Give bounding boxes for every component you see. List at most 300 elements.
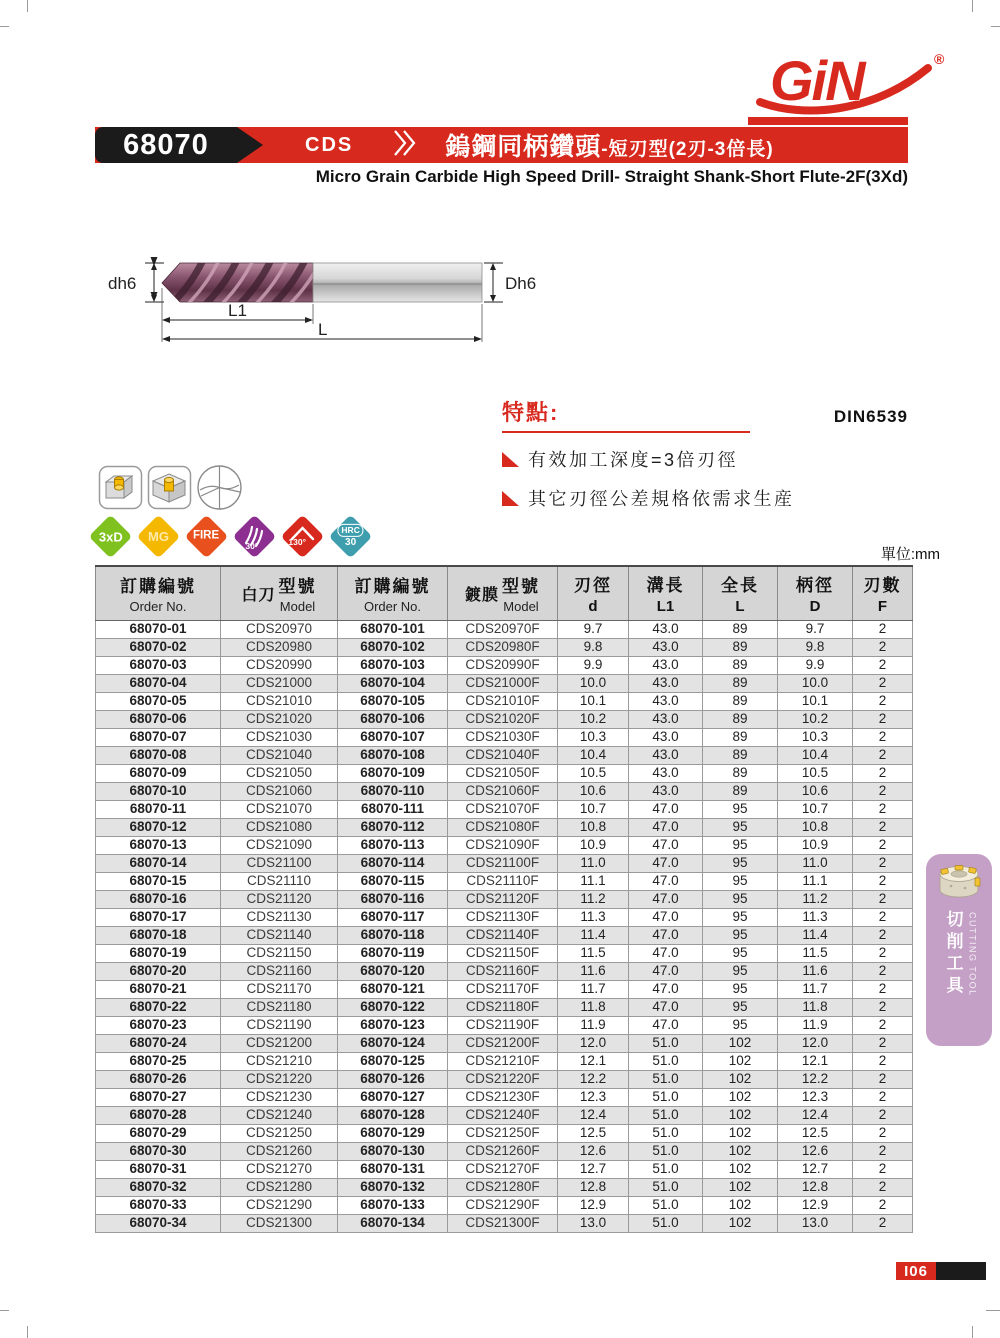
cell-uncoated-model: CDS21200 — [221, 1034, 338, 1052]
cell-flute-length-l1: 47.0 — [629, 944, 703, 962]
cell-shank-diameter-d: 10.1 — [778, 692, 853, 710]
cell-coated-order-no: 68070-125 — [338, 1052, 448, 1070]
cell-shank-diameter-d: 10.2 — [778, 710, 853, 728]
cell-order-no: 68070-25 — [96, 1052, 221, 1070]
cell-uncoated-model: CDS21230 — [221, 1088, 338, 1106]
table-row — [96, 962, 913, 980]
cell-coated-order-no: 68070-113 — [338, 836, 448, 854]
cell-order-no: 68070-23 — [96, 1016, 221, 1034]
cell-overall-length-l: 95 — [703, 1016, 778, 1034]
cell-order-no: 68070-33 — [96, 1196, 221, 1214]
cell-shank-diameter-d: 10.0 — [778, 674, 853, 692]
feature-text: 其它刃徑公差規格依需求生産 — [528, 489, 795, 509]
cell-flute-length-l1: 43.0 — [629, 710, 703, 728]
cell-uncoated-model: CDS21050 — [221, 764, 338, 782]
cell-overall-length-l: 95 — [703, 962, 778, 980]
cell-uncoated-model: CDS21180 — [221, 998, 338, 1016]
crop-mark — [991, 26, 1000, 27]
cell-overall-length-l: 102 — [703, 1214, 778, 1232]
cell-flute-count-f: 2 — [853, 1214, 913, 1232]
cell-flute-count-f: 2 — [853, 872, 913, 890]
cell-flute-length-l1: 43.0 — [629, 656, 703, 674]
triangle-bullet-icon — [502, 452, 519, 467]
cell-flute-length-l1: 51.0 — [629, 1178, 703, 1196]
through-hole-application-icon — [98, 465, 143, 510]
cell-coated-order-no: 68070-126 — [338, 1070, 448, 1088]
cell-overall-length-l: 102 — [703, 1088, 778, 1106]
cell-flute-count-f: 2 — [853, 1034, 913, 1052]
cell-flute-count-f: 2 — [853, 890, 913, 908]
product-code-box — [95, 127, 237, 163]
cell-coated-order-no: 68070-121 — [338, 980, 448, 998]
cell-flute-length-l1: 51.0 — [629, 1142, 703, 1160]
cell-diameter-d: 11.4 — [558, 926, 629, 944]
cell-overall-length-l: 102 — [703, 1034, 778, 1052]
product-code: 68070 — [123, 128, 209, 161]
cell-order-no: 68070-08 — [96, 746, 221, 764]
cell-diameter-d: 11.9 — [558, 1016, 629, 1034]
table-row — [96, 1052, 913, 1070]
cell-overall-length-l: 89 — [703, 746, 778, 764]
cell-overall-length-l: 102 — [703, 1142, 778, 1160]
badge-point-angle-130 — [281, 515, 325, 559]
cell-overall-length-l: 102 — [703, 1160, 778, 1178]
cell-shank-diameter-d: 10.8 — [778, 818, 853, 836]
cell-flute-length-l1: 47.0 — [629, 998, 703, 1016]
cell-coated-order-no: 68070-120 — [338, 962, 448, 980]
cell-overall-length-l: 102 — [703, 1124, 778, 1142]
table-row — [96, 620, 913, 638]
badge-label: MG — [148, 528, 169, 544]
cell-flute-count-f: 2 — [853, 620, 913, 638]
cell-uncoated-model: CDS21010 — [221, 692, 338, 710]
cell-overall-length-l: 95 — [703, 944, 778, 962]
series-label: CDS — [305, 133, 354, 156]
table-row — [96, 908, 913, 926]
cell-overall-length-l: 95 — [703, 872, 778, 890]
cell-flute-length-l1: 47.0 — [629, 926, 703, 944]
table-row — [96, 764, 913, 782]
cell-uncoated-model: CDS21040 — [221, 746, 338, 764]
cell-flute-count-f: 2 — [853, 800, 913, 818]
cell-flute-length-l1: 51.0 — [629, 1034, 703, 1052]
feature-item — [502, 446, 908, 472]
cell-flute-count-f: 2 — [853, 1160, 913, 1178]
product-banner — [95, 127, 908, 163]
cell-flute-length-l1: 47.0 — [629, 836, 703, 854]
cell-flute-length-l1: 43.0 — [629, 620, 703, 638]
col-header-overall-length: 全長 L — [703, 566, 778, 620]
cell-order-no: 68070-34 — [96, 1214, 221, 1232]
cell-coated-order-no: 68070-131 — [338, 1160, 448, 1178]
attribute-badges — [95, 518, 385, 560]
cell-overall-length-l: 95 — [703, 800, 778, 818]
badge-hrc-30 — [329, 515, 373, 559]
triangle-bullet-icon — [502, 491, 519, 506]
cell-overall-length-l: 89 — [703, 692, 778, 710]
cell-shank-diameter-d: 12.7 — [778, 1160, 853, 1178]
cell-diameter-d: 11.6 — [558, 962, 629, 980]
cell-shank-diameter-d: 11.9 — [778, 1016, 853, 1034]
side-tab-label-en: CUTTING TOOL — [967, 912, 978, 997]
cell-flute-length-l1: 43.0 — [629, 692, 703, 710]
table-row — [96, 1016, 913, 1034]
cell-coated-order-no: 68070-112 — [338, 818, 448, 836]
cell-flute-length-l1: 51.0 — [629, 1214, 703, 1232]
table-row — [96, 890, 913, 908]
cell-shank-diameter-d: 12.9 — [778, 1196, 853, 1214]
cell-order-no: 68070-17 — [96, 908, 221, 926]
cell-uncoated-model: CDS21130 — [221, 908, 338, 926]
cell-overall-length-l: 95 — [703, 836, 778, 854]
table-row — [96, 998, 913, 1016]
cell-overall-length-l: 89 — [703, 656, 778, 674]
footer-page-mark — [896, 1262, 986, 1280]
cell-order-no: 68070-16 — [96, 890, 221, 908]
cell-coated-model: CDS21190F — [448, 1016, 558, 1034]
cell-overall-length-l: 89 — [703, 764, 778, 782]
cell-uncoated-model: CDS21170 — [221, 980, 338, 998]
table-row — [96, 872, 913, 890]
cell-flute-length-l1: 43.0 — [629, 782, 703, 800]
badge-label: FIRE — [193, 529, 220, 542]
feature-item — [502, 485, 908, 511]
cell-overall-length-l: 102 — [703, 1106, 778, 1124]
feature-text: 有效加工深度=3倍刃徑 — [528, 450, 739, 470]
cell-order-no: 68070-05 — [96, 692, 221, 710]
cell-coated-order-no: 68070-104 — [338, 674, 448, 692]
col-header-flute-length: 溝長 L1 — [629, 566, 703, 620]
cell-shank-diameter-d: 10.9 — [778, 836, 853, 854]
cell-flute-length-l1: 51.0 — [629, 1106, 703, 1124]
cell-diameter-d: 12.9 — [558, 1196, 629, 1214]
features-underline — [502, 431, 750, 433]
cell-diameter-d: 9.8 — [558, 638, 629, 656]
col-header-uncoated-model: 白刀 型號 Model — [221, 566, 338, 620]
cell-coated-order-no: 68070-107 — [338, 728, 448, 746]
cell-flute-length-l1: 47.0 — [629, 1016, 703, 1034]
cell-shank-diameter-d: 11.6 — [778, 962, 853, 980]
cell-flute-count-f: 2 — [853, 728, 913, 746]
cell-coated-order-no: 68070-109 — [338, 764, 448, 782]
cell-shank-diameter-d: 11.8 — [778, 998, 853, 1016]
dim-label-L1: L1 — [228, 301, 247, 320]
table-row — [96, 818, 913, 836]
cell-coated-order-no: 68070-130 — [338, 1142, 448, 1160]
din-standard-label: DIN6539 — [833, 407, 908, 426]
table-row — [96, 836, 913, 854]
cell-shank-diameter-d: 12.2 — [778, 1070, 853, 1088]
footer-black-bar — [936, 1262, 986, 1280]
drill-technical-drawing — [100, 246, 540, 348]
table-row — [96, 728, 913, 746]
cell-order-no: 68070-27 — [96, 1088, 221, 1106]
cell-overall-length-l: 102 — [703, 1052, 778, 1070]
cell-coated-model: CDS21130F — [448, 908, 558, 926]
cell-diameter-d: 10.2 — [558, 710, 629, 728]
cell-flute-count-f: 2 — [853, 638, 913, 656]
cell-flute-count-f: 2 — [853, 998, 913, 1016]
spec-table-body — [96, 620, 913, 1232]
cell-coated-order-no: 68070-116 — [338, 890, 448, 908]
dim-label-L: L — [318, 320, 328, 339]
cell-coated-model: CDS21220F — [448, 1070, 558, 1088]
cell-diameter-d: 10.6 — [558, 782, 629, 800]
cell-flute-count-f: 2 — [853, 944, 913, 962]
cell-coated-model: CDS21110F — [448, 872, 558, 890]
table-row — [96, 782, 913, 800]
table-row — [96, 674, 913, 692]
badge-label — [337, 524, 363, 548]
cell-diameter-d: 12.0 — [558, 1034, 629, 1052]
cell-order-no: 68070-09 — [96, 764, 221, 782]
cell-uncoated-model: CDS21210 — [221, 1052, 338, 1070]
cell-diameter-d: 10.0 — [558, 674, 629, 692]
table-row — [96, 1070, 913, 1088]
badge-helix-30 — [233, 515, 277, 559]
cell-coated-model: CDS21300F — [448, 1214, 558, 1232]
cell-uncoated-model: CDS21120 — [221, 890, 338, 908]
cell-coated-model: CDS21270F — [448, 1160, 558, 1178]
cell-flute-count-f: 2 — [853, 1052, 913, 1070]
cell-overall-length-l: 89 — [703, 710, 778, 728]
badge-fire — [185, 515, 229, 559]
cell-coated-order-no: 68070-119 — [338, 944, 448, 962]
cell-flute-count-f: 2 — [853, 1088, 913, 1106]
cell-coated-model: CDS21000F — [448, 674, 558, 692]
cell-coated-model: CDS21030F — [448, 728, 558, 746]
cell-flute-length-l1: 43.0 — [629, 674, 703, 692]
cell-overall-length-l: 95 — [703, 980, 778, 998]
badge-3xd — [89, 515, 133, 559]
cell-order-no: 68070-04 — [96, 674, 221, 692]
cell-coated-model: CDS21260F — [448, 1142, 558, 1160]
cell-diameter-d: 12.5 — [558, 1124, 629, 1142]
cell-flute-length-l1: 47.0 — [629, 890, 703, 908]
cell-diameter-d: 10.8 — [558, 818, 629, 836]
cell-diameter-d: 12.4 — [558, 1106, 629, 1124]
features-heading: 特點: — [502, 400, 560, 425]
cell-coated-model: CDS21200F — [448, 1034, 558, 1052]
cell-flute-count-f: 2 — [853, 746, 913, 764]
cell-coated-order-no: 68070-102 — [338, 638, 448, 656]
table-row — [96, 926, 913, 944]
table-row — [96, 746, 913, 764]
cell-flute-length-l1: 51.0 — [629, 1070, 703, 1088]
cell-coated-order-no: 68070-101 — [338, 620, 448, 638]
product-subtitle-en: Micro Grain Carbide High Speed Drill- Straight Shank-Short Flute-2F(3Xd) — [315, 167, 908, 186]
cell-order-no: 68070-07 — [96, 728, 221, 746]
cell-coated-model: CDS21060F — [448, 782, 558, 800]
table-header-row — [96, 566, 913, 620]
cell-order-no: 68070-02 — [96, 638, 221, 656]
cell-overall-length-l: 95 — [703, 998, 778, 1016]
cell-order-no: 68070-10 — [96, 782, 221, 800]
cell-flute-length-l1: 51.0 — [629, 1124, 703, 1142]
badge-hrc-value: 30 — [344, 537, 357, 549]
cell-shank-diameter-d: 10.5 — [778, 764, 853, 782]
cell-shank-diameter-d: 11.7 — [778, 980, 853, 998]
logo-text: GiN — [770, 49, 864, 112]
cell-flute-length-l1: 51.0 — [629, 1088, 703, 1106]
cell-flute-count-f: 2 — [853, 764, 913, 782]
badge-hrc-text: HRC — [337, 524, 363, 537]
cell-order-no: 68070-30 — [96, 1142, 221, 1160]
cell-diameter-d: 10.4 — [558, 746, 629, 764]
cell-overall-length-l: 89 — [703, 728, 778, 746]
cell-coated-model: CDS21120F — [448, 890, 558, 908]
cell-coated-model: CDS21160F — [448, 962, 558, 980]
cell-shank-diameter-d: 13.0 — [778, 1214, 853, 1232]
cell-diameter-d: 11.8 — [558, 998, 629, 1016]
cell-shank-diameter-d: 11.1 — [778, 872, 853, 890]
cell-coated-model: CDS21020F — [448, 710, 558, 728]
cell-uncoated-model: CDS21240 — [221, 1106, 338, 1124]
cell-uncoated-model: CDS21160 — [221, 962, 338, 980]
features-section — [502, 396, 908, 511]
crop-mark — [27, 1326, 28, 1338]
cell-uncoated-model: CDS21260 — [221, 1142, 338, 1160]
cell-order-no: 68070-18 — [96, 926, 221, 944]
cell-diameter-d: 11.7 — [558, 980, 629, 998]
product-title-suffix: -短刃型(2刃-3倍長) — [601, 139, 774, 160]
cell-diameter-d: 12.8 — [558, 1178, 629, 1196]
page-number: I06 — [896, 1262, 936, 1280]
cell-shank-diameter-d: 12.1 — [778, 1052, 853, 1070]
cell-shank-diameter-d: 12.8 — [778, 1178, 853, 1196]
cell-uncoated-model: CDS21300 — [221, 1214, 338, 1232]
cell-order-no: 68070-01 — [96, 620, 221, 638]
cell-uncoated-model: CDS21270 — [221, 1160, 338, 1178]
badge-mg — [137, 515, 181, 559]
cell-coated-model: CDS20990F — [448, 656, 558, 674]
cell-diameter-d: 11.3 — [558, 908, 629, 926]
cell-uncoated-model: CDS21280 — [221, 1178, 338, 1196]
cell-coated-order-no: 68070-128 — [338, 1106, 448, 1124]
cell-overall-length-l: 95 — [703, 926, 778, 944]
cell-uncoated-model: CDS21090 — [221, 836, 338, 854]
cell-coated-order-no: 68070-110 — [338, 782, 448, 800]
cell-flute-length-l1: 43.0 — [629, 728, 703, 746]
drill-point-section-icon — [196, 464, 243, 511]
cell-uncoated-model: CDS21220 — [221, 1070, 338, 1088]
cell-coated-order-no: 68070-108 — [338, 746, 448, 764]
cell-flute-count-f: 2 — [853, 1070, 913, 1088]
cell-flute-length-l1: 47.0 — [629, 962, 703, 980]
cell-coated-order-no: 68070-122 — [338, 998, 448, 1016]
chevron-right-icon — [391, 129, 419, 162]
application-icons — [98, 464, 243, 511]
cell-diameter-d: 12.1 — [558, 1052, 629, 1070]
cell-flute-count-f: 2 — [853, 908, 913, 926]
cell-order-no: 68070-06 — [96, 710, 221, 728]
unit-note: 單位:mm — [880, 546, 940, 563]
drill-shank-section — [313, 263, 482, 302]
cell-shank-diameter-d: 10.4 — [778, 746, 853, 764]
cell-coated-model: CDS21090F — [448, 836, 558, 854]
cell-flute-length-l1: 43.0 — [629, 638, 703, 656]
col-header-shank-diameter: 柄徑 D — [778, 566, 853, 620]
cell-flute-count-f: 2 — [853, 1124, 913, 1142]
cell-shank-diameter-d: 12.4 — [778, 1106, 853, 1124]
cell-diameter-d: 10.1 — [558, 692, 629, 710]
col-header-order-no-coated: 訂購編號 Order No. — [338, 566, 448, 620]
cell-order-no: 68070-15 — [96, 872, 221, 890]
cell-flute-length-l1: 51.0 — [629, 1160, 703, 1178]
cell-shank-diameter-d: 11.5 — [778, 944, 853, 962]
cell-order-no: 68070-21 — [96, 980, 221, 998]
cell-uncoated-model: CDS20990 — [221, 656, 338, 674]
table-row — [96, 1178, 913, 1196]
cell-overall-length-l: 89 — [703, 620, 778, 638]
category-side-tab[interactable] — [926, 854, 992, 1046]
cell-coated-model: CDS21100F — [448, 854, 558, 872]
cell-coated-order-no: 68070-117 — [338, 908, 448, 926]
cell-flute-count-f: 2 — [853, 1178, 913, 1196]
cell-diameter-d: 10.9 — [558, 836, 629, 854]
table-row — [96, 854, 913, 872]
cell-diameter-d: 10.5 — [558, 764, 629, 782]
cell-coated-order-no: 68070-105 — [338, 692, 448, 710]
cell-diameter-d: 11.5 — [558, 944, 629, 962]
cell-flute-count-f: 2 — [853, 782, 913, 800]
cell-coated-model: CDS20980F — [448, 638, 558, 656]
table-row — [96, 1214, 913, 1232]
cell-uncoated-model: CDS21140 — [221, 926, 338, 944]
product-title-zh — [445, 127, 773, 163]
cell-shank-diameter-d: 12.0 — [778, 1034, 853, 1052]
table-row — [96, 710, 913, 728]
cell-flute-count-f: 2 — [853, 854, 913, 872]
cell-flute-length-l1: 51.0 — [629, 1196, 703, 1214]
cell-coated-order-no: 68070-114 — [338, 854, 448, 872]
cell-diameter-d: 10.3 — [558, 728, 629, 746]
cell-order-no: 68070-20 — [96, 962, 221, 980]
dim-label-Dh6: Dh6 — [505, 274, 537, 293]
cell-flute-length-l1: 47.0 — [629, 818, 703, 836]
cell-shank-diameter-d: 12.5 — [778, 1124, 853, 1142]
cell-uncoated-model: CDS21080 — [221, 818, 338, 836]
cell-flute-count-f: 2 — [853, 962, 913, 980]
crop-mark — [972, 0, 973, 12]
table-row — [96, 980, 913, 998]
cell-coated-order-no: 68070-111 — [338, 800, 448, 818]
cell-uncoated-model: CDS21020 — [221, 710, 338, 728]
table-row — [96, 638, 913, 656]
cell-order-no: 68070-29 — [96, 1124, 221, 1142]
table-row — [96, 656, 913, 674]
cell-flute-count-f: 2 — [853, 926, 913, 944]
cell-uncoated-model: CDS21070 — [221, 800, 338, 818]
cell-flute-count-f: 2 — [853, 656, 913, 674]
cell-coated-order-no: 68070-123 — [338, 1016, 448, 1034]
cell-flute-count-f: 2 — [853, 980, 913, 998]
col-header-flute-count: 刃數 F — [853, 566, 913, 620]
cell-shank-diameter-d: 10.3 — [778, 728, 853, 746]
cell-flute-count-f: 2 — [853, 836, 913, 854]
cell-coated-order-no: 68070-103 — [338, 656, 448, 674]
col-header-diameter: 刃徑 d — [558, 566, 629, 620]
crop-mark — [972, 1326, 973, 1338]
cell-coated-model: CDS20970F — [448, 620, 558, 638]
cell-order-no: 68070-28 — [96, 1106, 221, 1124]
cell-flute-count-f: 2 — [853, 1142, 913, 1160]
cell-overall-length-l: 95 — [703, 818, 778, 836]
cell-diameter-d: 13.0 — [558, 1214, 629, 1232]
cell-diameter-d: 10.7 — [558, 800, 629, 818]
cell-flute-length-l1: 51.0 — [629, 1052, 703, 1070]
cell-order-no: 68070-11 — [96, 800, 221, 818]
